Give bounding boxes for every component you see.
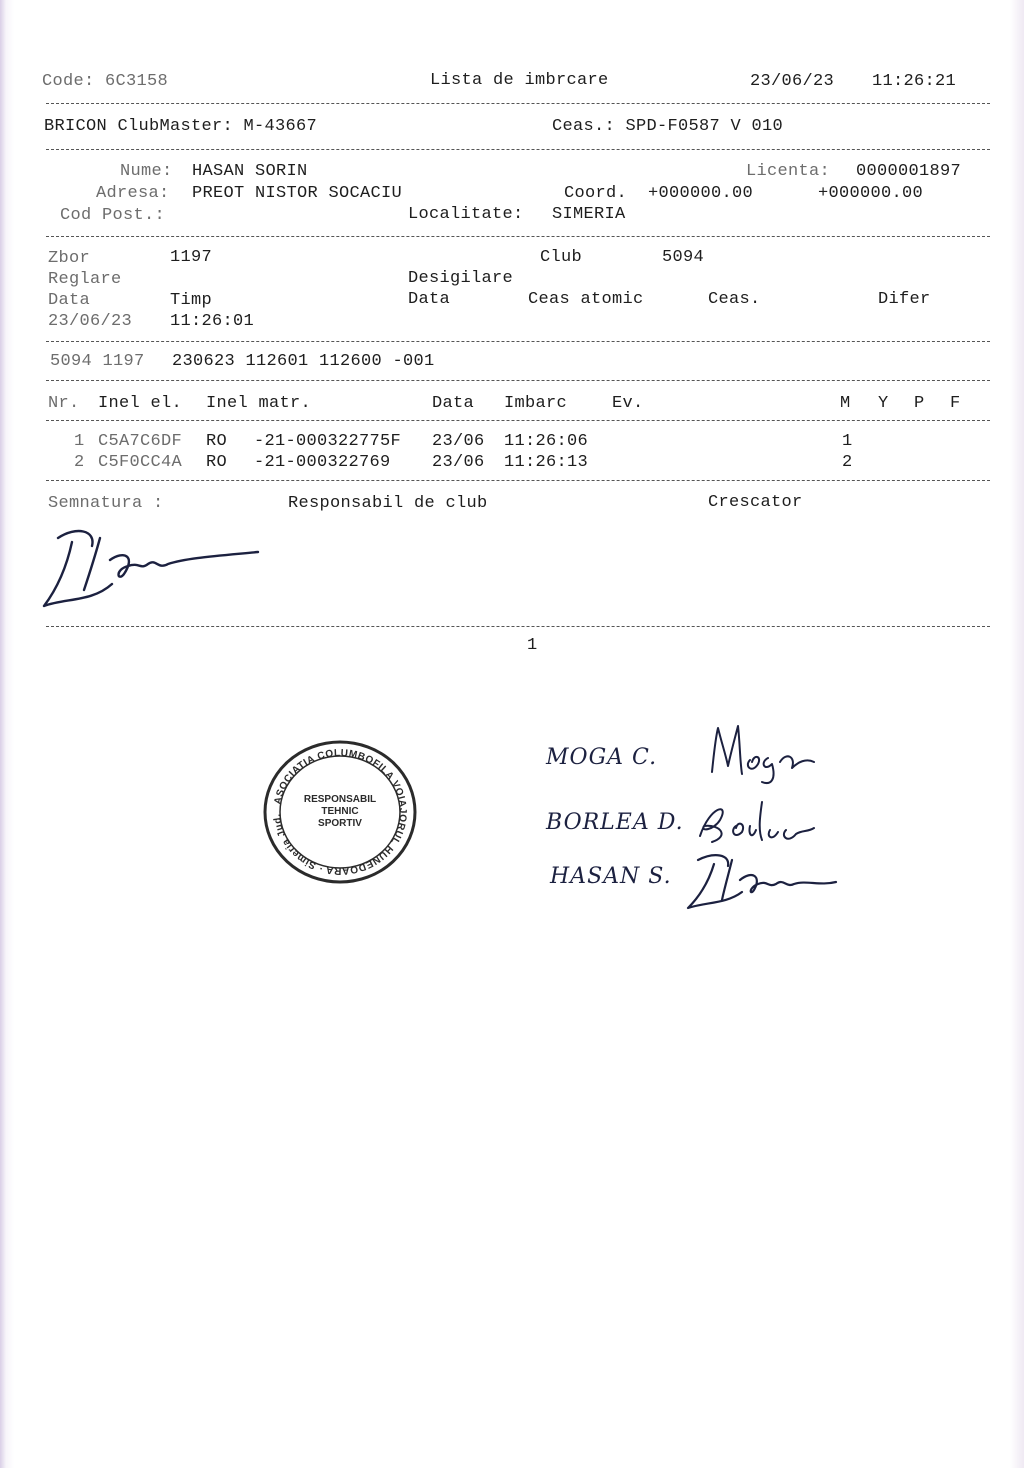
name-label: Nume:	[120, 162, 173, 181]
breeder-label: Crescator	[708, 493, 803, 512]
signature-label: Semnatura :	[48, 494, 164, 513]
postcode-label: Cod Post.:	[60, 206, 166, 225]
clubmaster-id: BRICON ClubMaster: M-43667	[44, 117, 318, 136]
desigilare-label: Desigilare	[408, 269, 514, 288]
row-time: 11:26:06	[504, 432, 589, 451]
page-number: 1	[527, 636, 538, 655]
clock-id: Ceas.: SPD-F0587 V 010	[552, 117, 784, 136]
flight-label: Zbor	[48, 249, 91, 268]
timp-label: Timp	[170, 291, 213, 310]
clock-label: Ceas.	[708, 290, 761, 309]
row-inel-el: C5F0CC4A	[98, 453, 183, 472]
coord-label: Coord.	[564, 184, 628, 203]
club-stamp	[258, 730, 422, 888]
reglare-label: Reglare	[48, 270, 122, 289]
row-date: 23/06	[432, 432, 485, 451]
separator	[46, 236, 990, 237]
row-inel-matr: -21-000322769	[254, 453, 391, 472]
svg-text:ASOCIATIA COLUMBOFILA VOIAJORU: ASOCIATIA COLUMBOFILA VOIAJORUL HUNEDOARA · Simeria Jud. Hunedoara ·	[258, 730, 409, 877]
flight-number: 1197	[170, 248, 213, 267]
col-data: Data	[432, 394, 475, 413]
document-code: Code: 6C3158	[42, 72, 169, 91]
svg-text:RESPONSABIL: RESPONSABIL	[303, 794, 377, 805]
club-number: 5094	[662, 248, 705, 267]
separator	[46, 380, 990, 381]
atomic-clock-label: Ceas atomic	[528, 290, 644, 309]
row-time: 11:26:13	[504, 453, 589, 472]
col-inel-matr: Inel matr.	[206, 394, 312, 413]
witness-name: HASAN S.	[550, 864, 672, 889]
owner-signature	[36, 520, 276, 620]
col-p: P	[914, 394, 925, 413]
separator	[46, 420, 990, 421]
row-inel-matr: -21-000322775F	[254, 432, 402, 451]
coord-y: +000000.00	[818, 184, 924, 203]
separator	[46, 341, 990, 342]
data-label: Data	[48, 291, 91, 310]
document-title: Lista de imbrcare	[430, 71, 609, 90]
code-line-values: 230623 112601 112600 -001	[172, 352, 435, 371]
owner-address: PREOT NISTOR SOCACIU	[192, 184, 403, 203]
svg-text:SPORTIV: SPORTIV	[318, 818, 362, 829]
separator	[46, 626, 990, 627]
row-date: 23/06	[432, 453, 485, 472]
col-y: Y	[878, 394, 889, 413]
col-ev: Ev.	[612, 394, 644, 413]
row-m: 1	[842, 432, 853, 451]
witness-name: BORLEA D.	[546, 810, 684, 835]
col-imbarc: Imbarc	[504, 394, 568, 413]
code-line-prefix: 5094 1197	[50, 352, 145, 371]
locality-label: Localitate:	[408, 205, 524, 224]
row-nr: 2	[74, 453, 85, 472]
reglare-date: 23/06/23	[48, 312, 133, 331]
row-country: RO	[206, 432, 228, 451]
club-responsible-label: Responsabil de club	[288, 494, 488, 513]
witness-signature-hasan	[680, 846, 850, 916]
witness-signature-moga	[706, 722, 836, 792]
row-m: 2	[842, 453, 853, 472]
reglare-time: 11:26:01	[170, 312, 255, 331]
coord-x: +000000.00	[648, 184, 754, 203]
print-time: 11:26:21	[872, 72, 957, 91]
col-f: F	[950, 394, 961, 413]
print-date: 23/06/23	[750, 72, 835, 91]
row-country: RO	[206, 453, 228, 472]
club-label: Club	[540, 248, 583, 267]
separator	[46, 103, 990, 104]
svg-text:TEHNIC: TEHNIC	[321, 806, 359, 817]
separator	[46, 480, 990, 481]
address-label: Adresa:	[96, 184, 170, 203]
row-inel-el: C5A7C6DF	[98, 432, 183, 451]
witness-name: MOGA C.	[546, 745, 658, 770]
difference-label: Difer	[878, 290, 931, 309]
row-nr: 1	[74, 432, 85, 451]
separator	[46, 149, 990, 150]
col-m: M	[840, 394, 851, 413]
locality: SIMERIA	[552, 205, 626, 224]
desigilare-data-label: Data	[408, 290, 451, 309]
col-nr: Nr.	[48, 394, 80, 413]
license-label: Licenta:	[746, 162, 831, 181]
license-number: 0000001897	[856, 162, 962, 181]
col-inel-el: Inel el.	[98, 394, 183, 413]
owner-name: HASAN SORIN	[192, 162, 308, 181]
